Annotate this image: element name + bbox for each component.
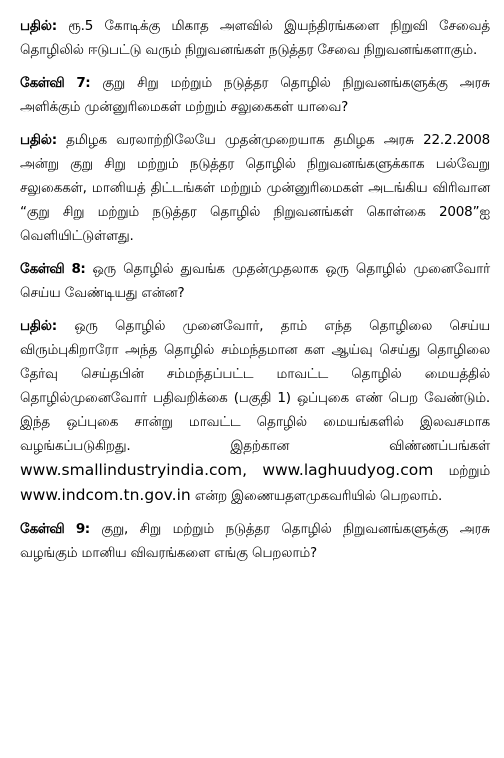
answer-6	[20, 14, 490, 62]
answer-label: பதில்:	[20, 132, 57, 148]
answer-label: பதில்:	[20, 18, 57, 34]
question-7-text: குறு சிறு மற்றும் நடுத்தர தொழில் நிறுவனங்களுக்கு அரசு அளிக்கும் முன்னுரிமைகள் மற்றும் சலுகைகள் யாவை?	[20, 75, 490, 115]
website-link-laghuudyog: www.laghuudyog.com	[262, 461, 434, 479]
answer-8-text-end: என்ற இணையதளமுகவரியில் பெறலாம்.	[194, 488, 443, 504]
website-link-smallindustryindia: www.smallindustryindia.com,	[20, 461, 248, 479]
question-7-label: கேள்வி 7:	[20, 75, 91, 91]
question-7	[20, 71, 490, 119]
answer-7	[20, 128, 490, 248]
answer-6-text: ரூ.5 கோடிக்கு மிகாத அளவில் இயந்திரங்களை நிறுவி சேவைத் தொழிலில் ஈடுபட்டு வரும் நிறுவனங்கள் நடுத்தர சேவை நிறுவனங்களாகும்.	[20, 18, 490, 58]
answer-8-conjunction: மற்றும்	[448, 463, 490, 479]
question-8	[20, 257, 490, 305]
answer-7-text: தமிழக வரலாற்றிலேயே முதன்முறையாக தமிழக அரசு 22.2.2008 அன்று குறு சிறு மற்றும் நடுத்தர தொழில் நிறுவனங்களுக்காக பல்வேறு சலுகைகள், மானியத் திட்டங்கள் மற்றும் முன்னுரிமைகள் அடங்கிய விரிவான “குறு சிறு மற்றும் நடுத்தர தொழில் நிறுவனங்கள் கொள்கை 2008”ஐ வெளியிட்டுள்ளது.	[20, 132, 491, 244]
answer-label: பதில்:	[20, 318, 57, 334]
website-link-indcom: www.indcom.tn.gov.in	[20, 486, 191, 504]
question-9-label: கேள்வி 9:	[20, 521, 90, 537]
question-9	[20, 517, 490, 565]
question-9-text: குறு, சிறு மற்றும் நடுத்தர தொழில் நிறுவனங்களுக்கு அரசு வழங்கும் மானிய விவரங்களை எங்கு பெறலாம்?	[20, 521, 490, 561]
answer-8-text: ஒரு தொழில் முனைவோர், தாம் எந்த தொழிலை செய்ய விரும்புகிறாரோ அந்த தொழில் சம்மந்தமான கள ஆய்வு செய்து தொழிலை தேர்வு செய்தபின் சம்மந்தப்பட்ட மாவட்ட தொழில் மையத்தில் தொழில்முனைவோர் பதிவறிக்கை (பகுதி 1) ஒப்புகை எண் பெற வேண்டும். இந்த ஒப்புகை சான்று மாவட்ட தொழில் மையங்களில் இலவசமாக வழங்கப்படுகிறது. இதற்கான விண்ணப்பங்கள்	[20, 318, 490, 454]
question-8-text: ஒரு தொழில் துவங்க முதன்முதலாக ஒரு தொழில் முனைவோர் செய்ய வேண்டியது என்ன?	[20, 261, 490, 301]
question-8-label: கேள்வி 8:	[20, 261, 86, 277]
answer-8	[20, 314, 490, 508]
